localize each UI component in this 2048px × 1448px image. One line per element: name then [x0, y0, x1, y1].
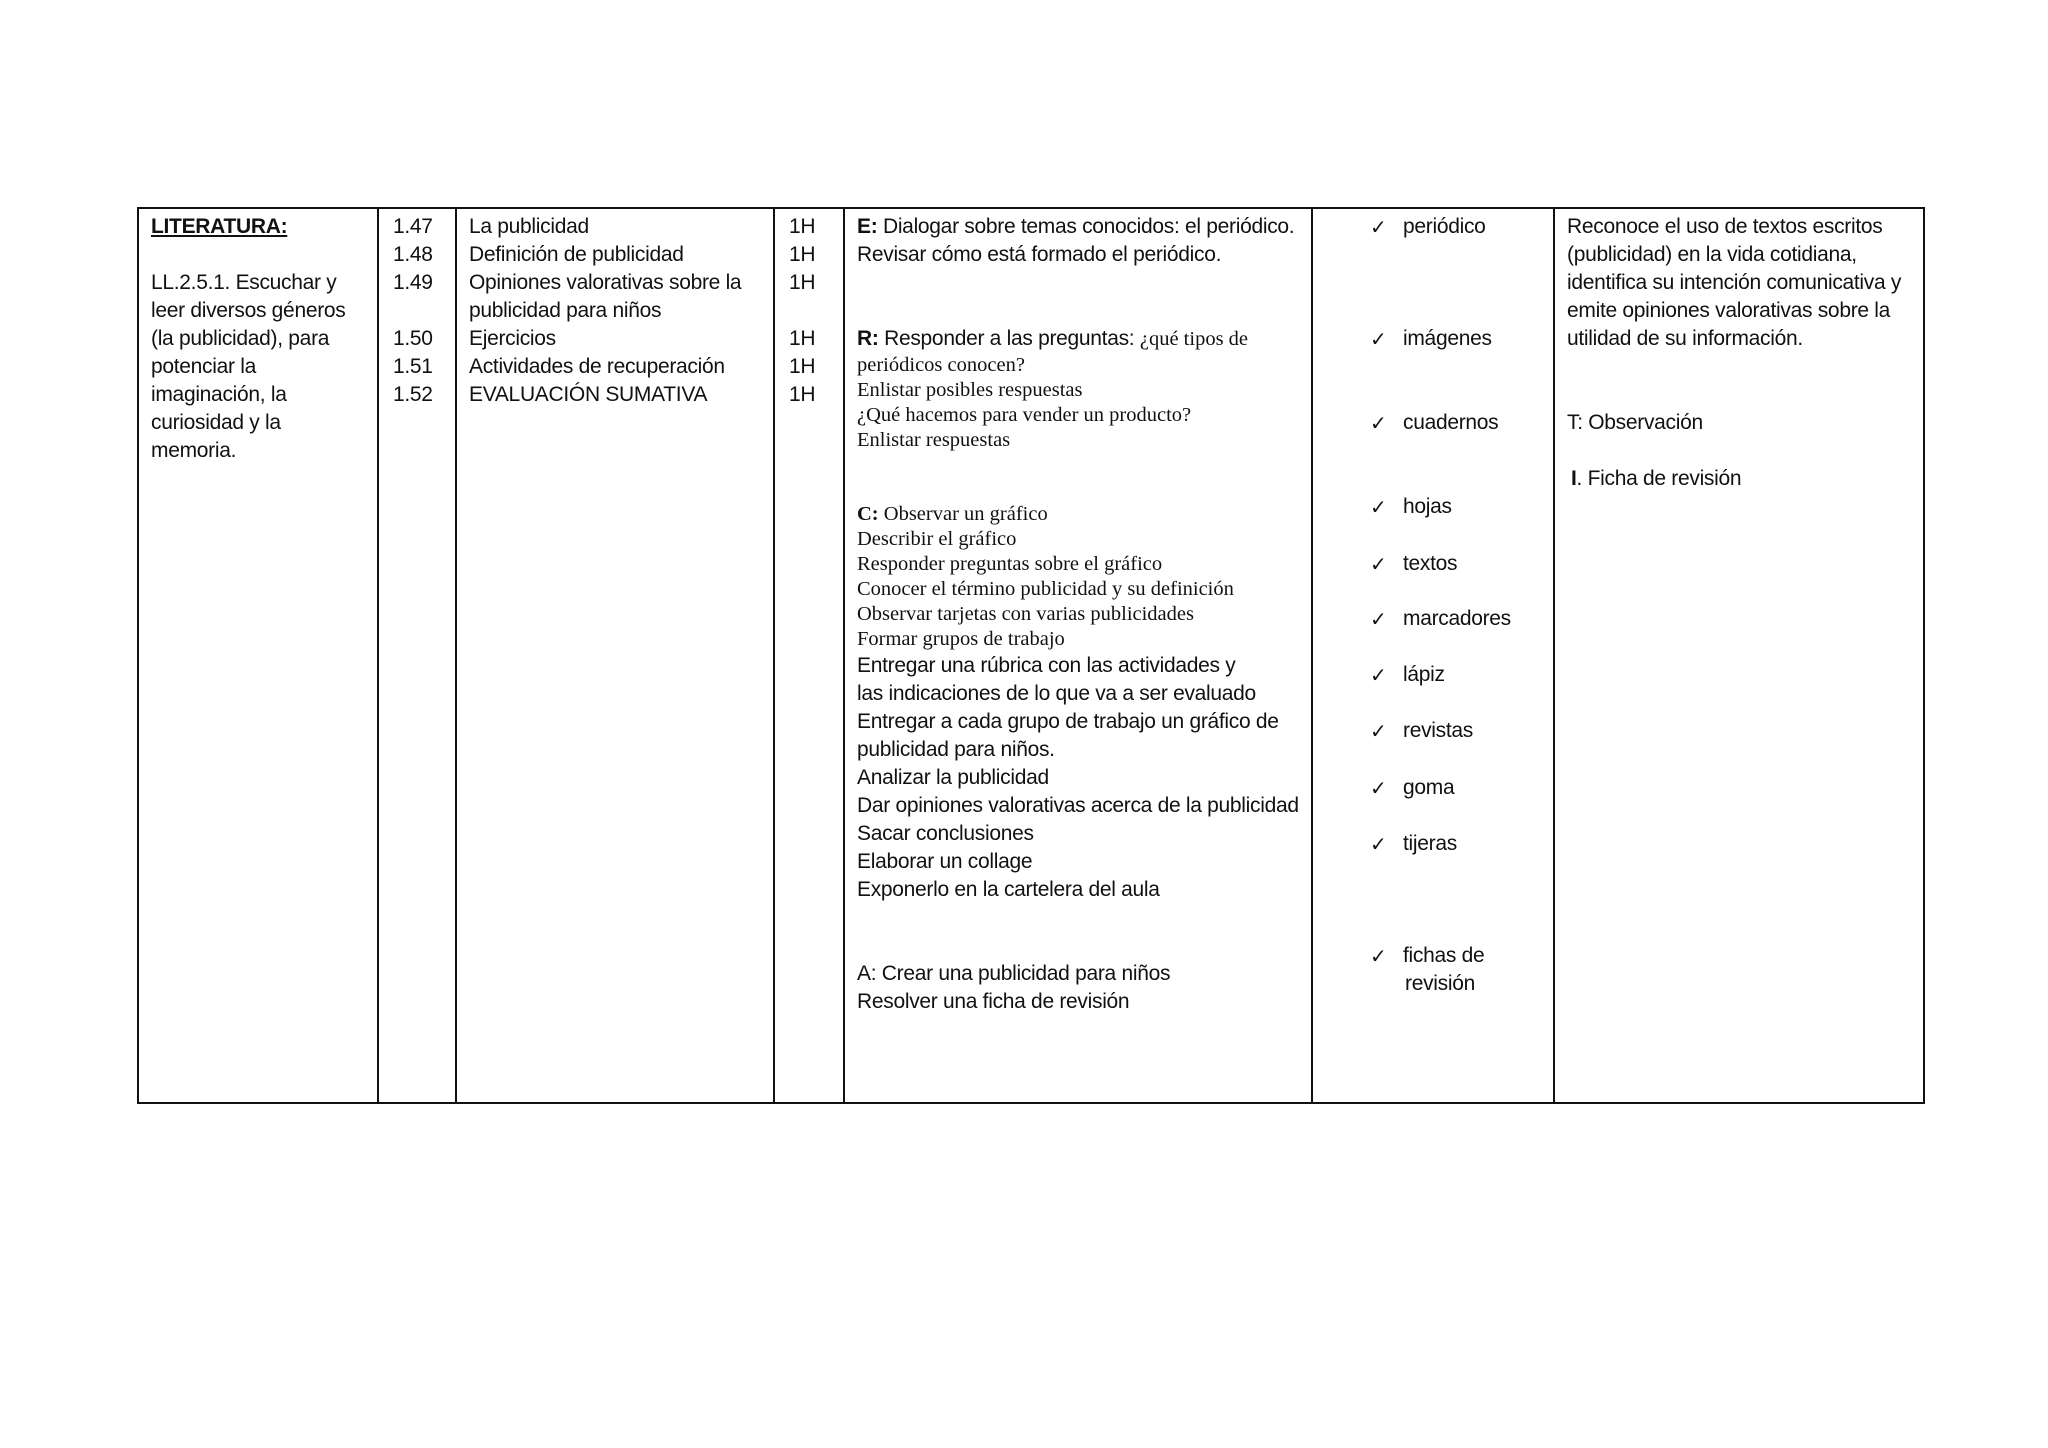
evaluation-cell [1554, 208, 1924, 1103]
activity-line: ¿Qué hacemos para vender un producto? [857, 404, 1192, 426]
topic-line: publicidad para niños [469, 299, 662, 322]
activity-line: Exponerlo en la cartelera del aula [857, 878, 1160, 901]
spacer [857, 269, 1299, 325]
topic-cell [456, 208, 774, 1103]
lesson-number: 1.47 [393, 215, 433, 238]
instrument-line [1567, 465, 1911, 493]
objective-line: leer diversos géneros [151, 299, 346, 322]
spacer [393, 297, 443, 325]
check-icon: ✓ [1370, 944, 1387, 968]
activity-line: periódicos conocen? [857, 354, 1025, 376]
resource-item [1313, 774, 1541, 802]
criterion-line: utilidad de su información. [1567, 327, 1803, 350]
check-icon: ✓ [1370, 552, 1387, 576]
hours-value: 1H [789, 327, 816, 350]
resource-label: fichas de [1403, 944, 1485, 967]
objective-line: memoria. [151, 439, 237, 462]
resource-item [1313, 550, 1541, 578]
hours-value: 1H [789, 243, 816, 266]
spacer [1567, 437, 1911, 465]
criterion-line: emite opiniones valorativas sobre la [1567, 299, 1891, 322]
resource-label: tijeras [1403, 832, 1457, 855]
spacer [1313, 578, 1541, 605]
activity-text: ¿qué tipos de [1139, 328, 1249, 350]
activity-line: Enlistar respuestas [857, 429, 1011, 451]
objective-line: curiosidad y la [151, 411, 281, 434]
check-icon: ✓ [1370, 663, 1387, 687]
lesson-number: 1.52 [393, 383, 433, 406]
table-row [138, 208, 1924, 1103]
check-icon: ✓ [1370, 832, 1387, 856]
hours-value: 1H [789, 271, 816, 294]
objective-line: potenciar la [151, 355, 256, 378]
resource-item [1313, 409, 1541, 437]
activity-line: Analizar la publicidad [857, 766, 1049, 789]
resource-label: marcadores [1403, 607, 1511, 630]
activity-line: Describir el gráfico [857, 528, 1017, 550]
objective-line: LL.2.5.1. Escuchar y [151, 271, 337, 294]
spacer [1313, 802, 1541, 830]
resource-label: periódico [1403, 215, 1486, 238]
spacer [857, 904, 1299, 960]
resource-label: textos [1403, 552, 1458, 575]
resource-item [1313, 325, 1541, 353]
activity-line: Enlistar posibles respuestas [857, 379, 1083, 401]
number-cell [378, 208, 456, 1103]
skill-cell [138, 208, 378, 1103]
activity-line: Elaborar un collage [857, 850, 1033, 873]
spacer [1313, 633, 1541, 661]
criterion-line: Reconoce el uso de textos escritos [1567, 215, 1883, 238]
topic-line: Actividades de recuperación [469, 355, 725, 378]
check-icon: ✓ [1370, 411, 1387, 435]
activities-cell [844, 208, 1312, 1103]
hours-value: 1H [789, 215, 816, 238]
activity-line: Resolver una ficha de revisión [857, 990, 1130, 1013]
resource-item [1313, 661, 1541, 689]
planning-table [137, 207, 1925, 1104]
spacer [1313, 858, 1541, 942]
activity-line: Revisar cómo está formado el periódico. [857, 243, 1222, 266]
activity-line: las indicaciones de lo que va a ser evaluado [857, 682, 1256, 705]
activity-text: Dialogar sobre temas conocidos: el periódico. [882, 215, 1295, 238]
resource-item [1313, 717, 1541, 745]
activity-line: Entregar una rúbrica con las actividades y [857, 654, 1236, 677]
topic-line: Opiniones valorativas sobre la [469, 271, 742, 294]
instrument-text: . Ficha de revisión [1576, 467, 1742, 490]
section-heading: LITERATURA: [151, 215, 288, 238]
check-icon: ✓ [1370, 327, 1387, 351]
hours-cell [774, 208, 844, 1103]
lesson-number: 1.51 [393, 355, 433, 378]
activity-line: publicidad para niños. [857, 738, 1055, 761]
resource-label: goma [1403, 776, 1455, 799]
resource-item [1313, 942, 1541, 970]
resource-label: imágenes [1403, 327, 1492, 350]
lesson-number: 1.49 [393, 271, 433, 294]
lesson-number: 1.48 [393, 243, 433, 266]
resource-item [1313, 213, 1541, 241]
spacer [1313, 353, 1541, 409]
topic-line: EVALUACIÓN SUMATIVA [469, 383, 708, 406]
hours-value: 1H [789, 355, 816, 378]
activity-line: Dar opiniones valorativas acerca de la publicidad [857, 794, 1299, 817]
check-icon: ✓ [1370, 215, 1387, 239]
phase-label: R: [857, 327, 879, 350]
resource-label: revistas [1403, 719, 1473, 742]
activity-line: Entregar a cada grupo de trabajo un gráfico de [857, 710, 1279, 733]
activity-line [857, 502, 1299, 527]
spacer [789, 297, 831, 325]
objective-line: (la publicidad), para [151, 327, 330, 350]
lesson-number: 1.50 [393, 327, 433, 350]
phase-label: C: [857, 503, 879, 525]
instrument-letter: I [1571, 467, 1577, 490]
resources-cell [1312, 208, 1554, 1103]
technique-line: T: Observación [1567, 411, 1703, 434]
hours-value: 1H [789, 383, 816, 406]
resource-label-continued: revisión [1405, 972, 1475, 995]
resource-item [1313, 830, 1541, 858]
activity-line: Observar tarjetas con varias publicidades [857, 603, 1194, 625]
resource-item [1313, 605, 1541, 633]
check-icon: ✓ [1370, 776, 1387, 800]
check-icon: ✓ [1370, 495, 1387, 519]
topic-line: Definición de publicidad [469, 243, 684, 266]
activity-line: Responder preguntas sobre el gráfico [857, 553, 1163, 575]
resource-label: hojas [1403, 495, 1452, 518]
resource-label: lápiz [1403, 663, 1445, 686]
criterion-line: (publicidad) en la vida cotidiana, [1567, 243, 1857, 266]
activity-line [857, 213, 1299, 241]
spacer [1313, 689, 1541, 717]
phase-label: E: [857, 215, 878, 238]
check-icon: ✓ [1370, 719, 1387, 743]
spacer [151, 241, 365, 269]
activity-line: A: Crear una publicidad para niños [857, 962, 1171, 985]
activity-line: Sacar conclusiones [857, 822, 1034, 845]
spacer [1313, 521, 1541, 550]
resource-item [1313, 493, 1541, 521]
spacer [857, 453, 1299, 502]
check-icon: ✓ [1370, 607, 1387, 631]
topic-line: La publicidad [469, 215, 589, 238]
spacer [1313, 745, 1541, 774]
activity-line: Formar grupos de trabajo [857, 628, 1065, 650]
activity-line [857, 325, 1299, 353]
objective-line: imaginación, la [151, 383, 287, 406]
topic-line: Ejercicios [469, 327, 556, 350]
criterion-line: identifica su intención comunicativa y [1567, 271, 1902, 294]
spacer [1567, 353, 1911, 409]
spacer [1313, 437, 1541, 493]
activity-text: Observar un gráfico [883, 503, 1048, 525]
resource-label: cuadernos [1403, 411, 1499, 434]
activity-text: Responder a las preguntas: [884, 327, 1135, 350]
spacer [1313, 241, 1541, 325]
activity-line: Conocer el término publicidad y su definición [857, 578, 1234, 600]
